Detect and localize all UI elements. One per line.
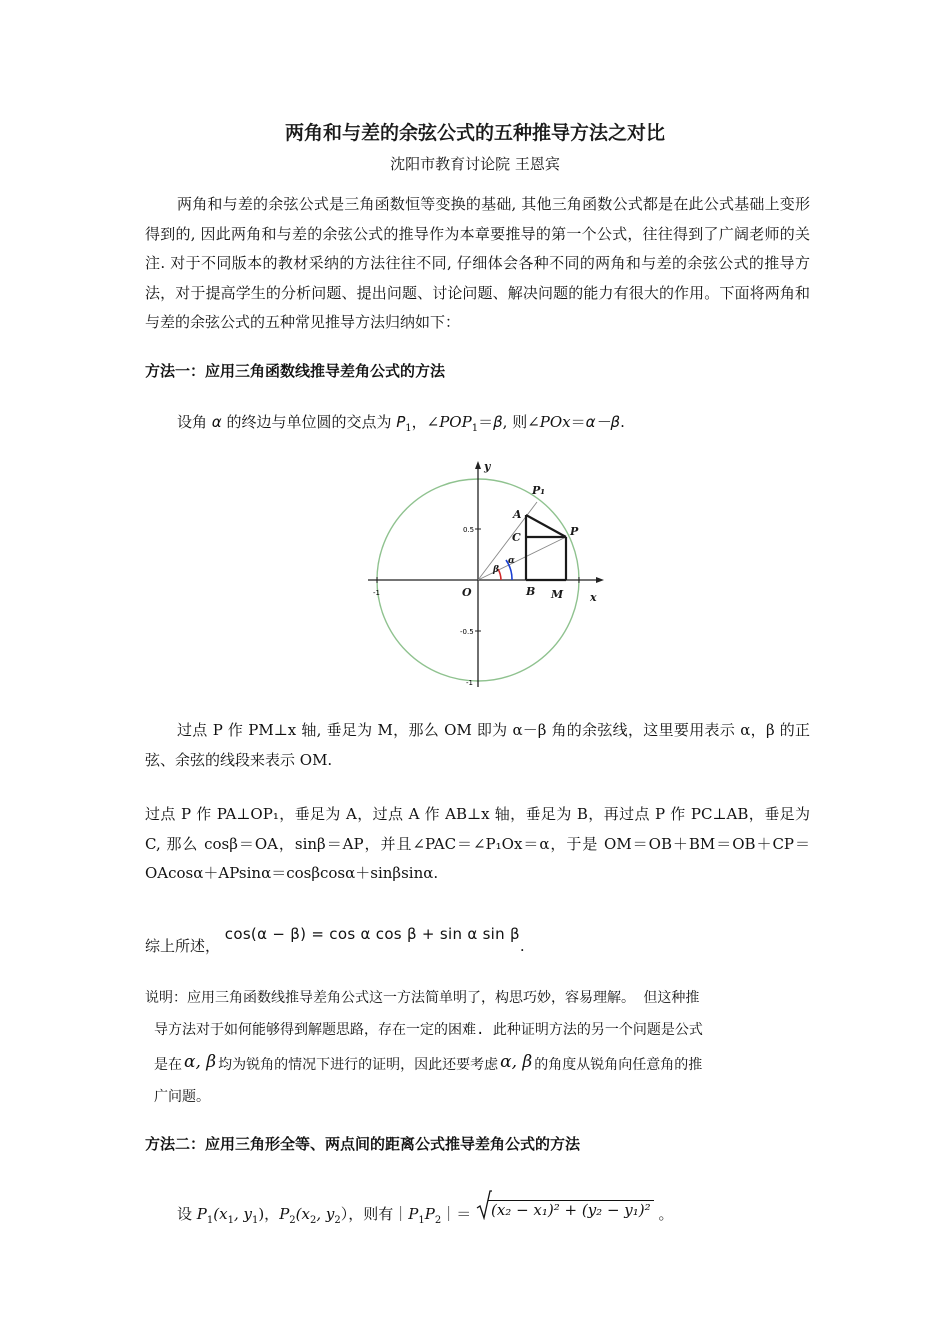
m2-coord: (x xyxy=(295,1205,310,1223)
setup-sub: 1 xyxy=(405,423,412,434)
m2-sub: 2 xyxy=(309,1215,317,1226)
note-line xyxy=(145,1046,810,1081)
method1-summary xyxy=(145,920,810,962)
tick-label: 0.5 xyxy=(463,526,475,534)
m2-text: ），则有｜ xyxy=(340,1205,409,1223)
method1-paragraph2: 过点 P 作 PA⊥OP₁，垂足为 A，过点 A 作 AB⊥x 轴，垂足为 B，再过点 P 作 PC⊥AB，垂足为 C, 那么 cosβ＝OA，sinβ＝AP，并且∠PAC＝∠P₁Ox＝α，于是 OM＝OB＋BM＝OB＋CP＝OAcosα＋APsinα＝cosβcosα＋sinβsinα. xyxy=(145,805,810,882)
setup-text: . xyxy=(620,413,625,431)
label-alpha: α xyxy=(508,556,515,566)
label-C: C xyxy=(512,531,521,544)
m2-text: 。 xyxy=(658,1205,674,1223)
method1-note xyxy=(145,982,810,1113)
author-line: 沈阳市教育讨论院 王恩宾 xyxy=(390,155,560,173)
tick-label: -1 xyxy=(466,679,473,687)
note-text: 均为锐角的情况下进行的证明，因此还要考虑 xyxy=(218,1057,499,1073)
m2-coord: (x xyxy=(213,1205,228,1223)
note-text: 是在 xyxy=(154,1057,182,1073)
label-B: B xyxy=(526,585,536,598)
setup-text: 的终边与单位圆的交点为 xyxy=(221,413,397,431)
setup-text: , 则∠ xyxy=(502,413,540,431)
setup-text: ＝ xyxy=(478,413,494,431)
m2-coord: , y xyxy=(233,1205,252,1223)
m2-sub: 1 xyxy=(206,1215,214,1226)
y-axis-label: y xyxy=(484,460,491,473)
alpha-beta-symbol: α, β xyxy=(184,1052,217,1072)
m2-sub: 1 xyxy=(227,1215,234,1226)
summary-label: 综上所述， xyxy=(145,937,221,955)
method2-setup xyxy=(177,1196,797,1236)
ray-OP1 xyxy=(478,502,537,580)
note-line: 说明：应用三角函数线推导差角公式这一方法简单明了，构思巧妙，容易理解。 但这种推 xyxy=(145,990,700,1006)
m2-P2: P xyxy=(279,1205,290,1223)
summary-end: . xyxy=(519,937,525,955)
m2-dist-P: P xyxy=(424,1205,435,1223)
setup-POx: POx xyxy=(539,413,571,431)
note-line: 广问题。 xyxy=(154,1089,210,1105)
setup-beta: β xyxy=(493,413,503,431)
label-P: P xyxy=(570,525,579,538)
origin-label: O xyxy=(462,586,472,599)
setup-alpha: α xyxy=(211,413,222,431)
distance-formula: (x₂ − x₁)² + (y₂ − y₁)² xyxy=(488,1200,654,1219)
x-axis-label: x xyxy=(590,591,597,604)
unit-circle-figure xyxy=(360,455,610,695)
m2-sub: 2 xyxy=(289,1215,296,1226)
setup-sub: 1 xyxy=(471,423,479,434)
setup-text: ，∠ xyxy=(411,413,440,431)
y-axis-arrow xyxy=(475,461,481,469)
tick-label: -0.5 xyxy=(460,628,474,636)
m2-dist-P: P xyxy=(408,1205,419,1223)
sqrt-sign-icon xyxy=(476,1190,492,1220)
m2-text: )， xyxy=(258,1205,280,1223)
m2-sub: 2 xyxy=(334,1215,341,1226)
setup-alpha-minus-beta: α－β xyxy=(585,413,621,431)
m2-coord: , y xyxy=(316,1205,335,1223)
m2-sub: 1 xyxy=(251,1215,259,1226)
ray-OP xyxy=(478,537,566,580)
label-A: A xyxy=(513,508,522,521)
setup-text: 设角 xyxy=(177,413,212,431)
summary-formula: cos(α − β) = cos α cos β + sin α sin β xyxy=(224,925,520,943)
segment-AP xyxy=(526,515,566,537)
setup-P1: P xyxy=(396,413,406,431)
m2-P1: P xyxy=(196,1205,207,1223)
label-P1: P₁ xyxy=(532,484,546,497)
label-M: M xyxy=(551,588,564,601)
setup-POP: POP xyxy=(439,413,472,431)
m2-sub: 2 xyxy=(434,1215,442,1226)
alpha-beta-symbol: α, β xyxy=(500,1052,533,1072)
m2-sub: 1 xyxy=(418,1215,425,1226)
page-title: 两角和与差的余弦公式的五种推导方法之对比 xyxy=(284,122,665,144)
setup-text: ＝ xyxy=(570,413,586,431)
sqrt-formula xyxy=(476,1196,654,1226)
method1-heading: 方法一：应用三角函数线推导差角公式的方法 xyxy=(145,362,446,380)
intro-paragraph: 两角和与差的余弦公式是三角函数恒等变换的基础, 其他三角函数公式都是在此公式基础上变形得到的, 因此两角和与差的余弦公式的推导作为本章要推导的第一个公式，往往得到了广阔老师的关注. 对于不同版本的教材采纳的方法往往不同, 仔细体会各种不同的两角和与差的余弦公式的推导方法，对于提高学生的分析问题、提出问题、讨论问题、解决问题的能力有很大的作用。下面将两角和与差的余弦公式的五种常见推导方法归纳如下： xyxy=(145,195,810,331)
label-beta: β xyxy=(493,565,499,575)
method1-paragraph1: 过点 P 作 PM⊥x 轴, 垂足为 M，那么 OM 即为 α－β 角的余弦线，这里要用表示 α，β 的正弦、余弦的线段来表示 OM. xyxy=(145,721,810,769)
tick-label: -1 xyxy=(373,589,380,597)
x-axis-arrow xyxy=(596,577,604,583)
method1-setup xyxy=(177,408,797,444)
note-text: 的角度从锐角向任意角的推 xyxy=(534,1057,703,1073)
m2-text: 设 xyxy=(177,1205,197,1223)
m2-text: ｜＝ xyxy=(441,1205,472,1223)
method2-heading: 方法二：应用三角形全等、两点间的距离公式推导差角公式的方法 xyxy=(145,1135,581,1153)
note-line: 导方法对于如何能够得到解题思路，存在一定的困难. 此种证明方法的另一个问题是公式 xyxy=(154,1022,703,1038)
